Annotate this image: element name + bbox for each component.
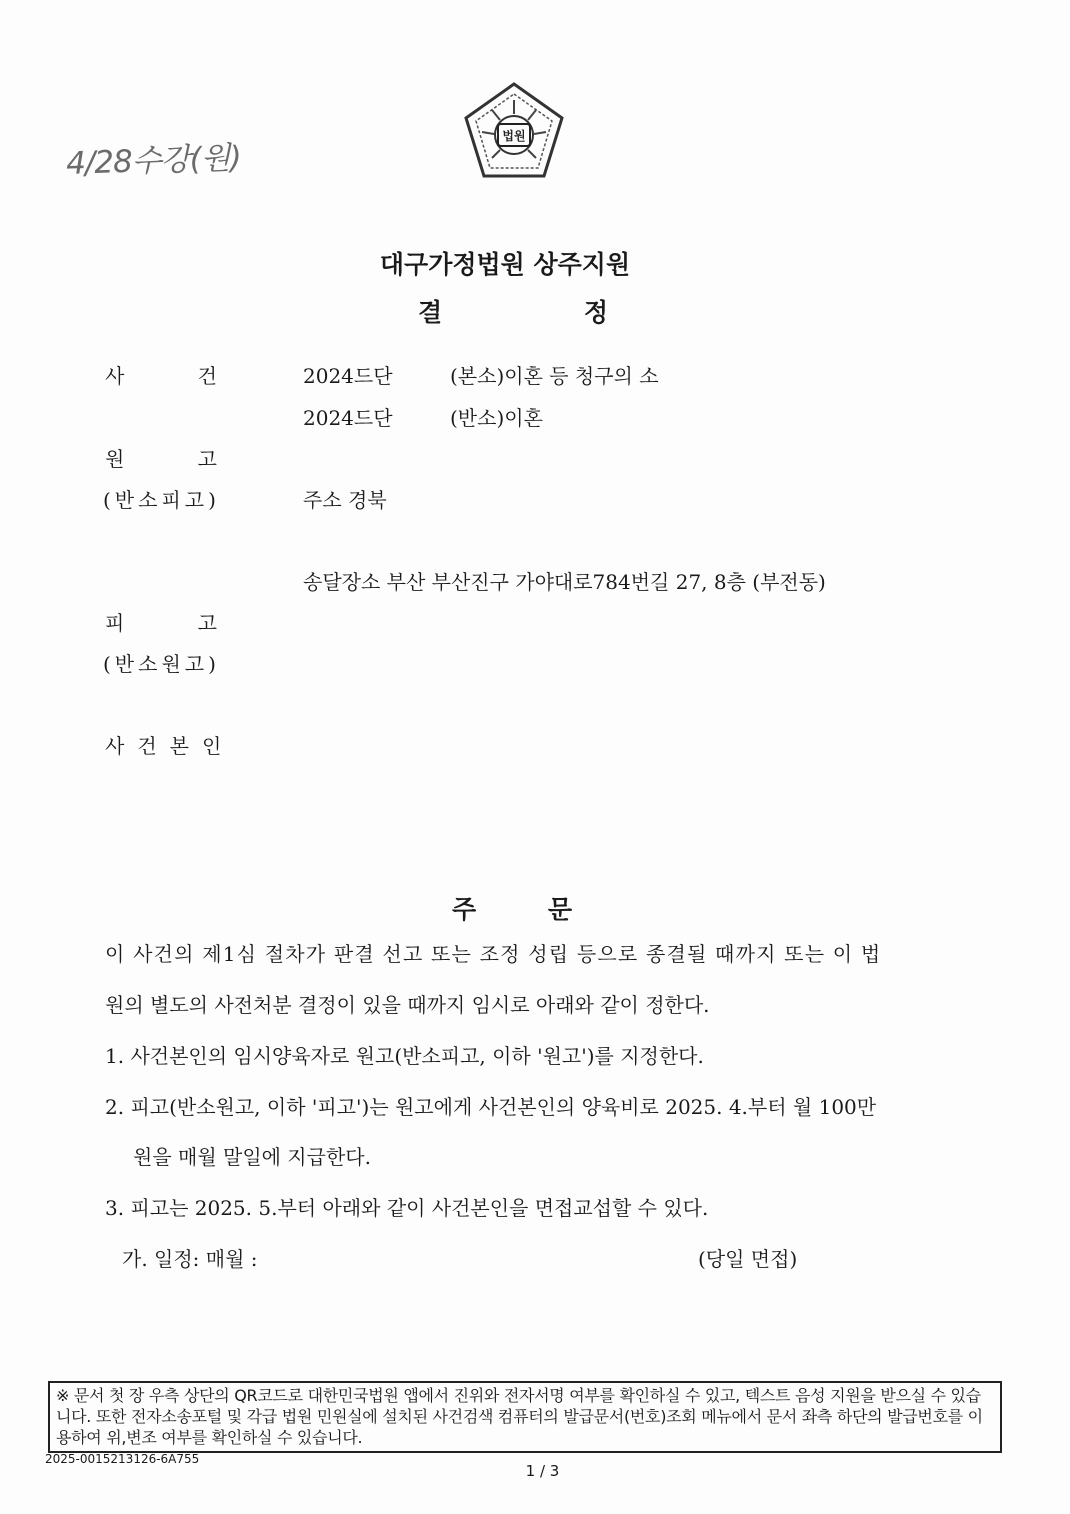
- plaintiff-label-char2: 고: [197, 447, 217, 471]
- order-item-2-line1: 2. 피고(반소원고, 이하 '피고')는 원고에게 사건본인의 양육비로 2025. 4.부터 월 100만: [105, 1095, 877, 1119]
- order-intro-line2: 원의 별도의 사전처분 결정이 있을 때까지 임시로 아래와 같이 정한다.: [105, 993, 710, 1017]
- plaintiff-label-char1: 원: [105, 447, 125, 471]
- court-name: 대구가정법원 상주지원: [379, 250, 631, 279]
- order-item-1: 1. 사건본인의 임시양육자로 원고(반소피고, 이하 '원고')를 지정한다.: [105, 1044, 704, 1068]
- handwritten-note: 4/28수강(원): [65, 139, 242, 183]
- order-intro-line1: 이 사건의 제1심 절차가 판결 선고 또는 조정 성립 등으로 종결될 때까지 또는 이 법: [105, 942, 882, 966]
- order-item-3a-note: (당일 면접): [698, 1247, 798, 1271]
- order-title-char1: 주: [452, 895, 477, 924]
- plaintiff-address: 주소 경북: [303, 488, 387, 512]
- case-name-1: (본소)이혼 등 청구의 소: [450, 364, 659, 388]
- defendant-label-char2: 고: [197, 611, 217, 635]
- order-title-char2: 문: [547, 895, 572, 924]
- document-title: [418, 293, 608, 329]
- document-title-char1: 결: [418, 298, 443, 327]
- order-item-2-line2: 원을 매월 말일에 지급한다.: [133, 1145, 371, 1169]
- order-item-3: 3. 피고는 2025. 5.부터 아래와 같이 사건본인을 면접교섭할 수 있다.: [105, 1196, 709, 1220]
- seal-text: 법원: [502, 129, 526, 143]
- case-label-char2: 건: [197, 364, 217, 388]
- document-title-char2: 정: [583, 298, 608, 327]
- order-title: [452, 890, 572, 926]
- case-label-char1: 사: [105, 364, 125, 388]
- case-name-2: (반소)이혼: [450, 406, 543, 430]
- plaintiff-label: [105, 443, 217, 472]
- case-label: [105, 360, 217, 389]
- defendant-label-char1: 피: [105, 611, 125, 635]
- defendant-label: [105, 607, 217, 636]
- case-number-1: 2024드단: [303, 364, 393, 388]
- order-item-3a-label: 가. 일정: 매월 :: [122, 1247, 258, 1271]
- plaintiff-sublabel: (반소피고): [103, 488, 220, 512]
- verification-notice: ※ 문서 첫 장 우측 상단의 QR코드로 대한민국법원 앱에서 진위와 전자서명 여부를 확인하실 수 있고, 텍스트 음성 지원을 받으실 수 있습니다. 또한 전자소송포털 및 각급 법원 민원실에 설치된 사건검색 컴퓨터의 발급문서(번호)조회 메뉴에서 문서 좌측 하단의 발급번호를 이용하여 위,변조 여부를 확인하실 수 있습니다.: [48, 1381, 1002, 1453]
- case-number-2: 2024드단: [303, 406, 393, 430]
- principal-label: 사건본인: [105, 734, 235, 758]
- issue-number: 2025-0015213126-6A755: [45, 1452, 200, 1466]
- defendant-sublabel: (반소원고): [103, 652, 220, 676]
- plaintiff-service-address: 송달장소 부산 부산진구 가야대로784번길 27, 8층 (부전동): [303, 570, 826, 594]
- court-seal-icon: [462, 80, 566, 180]
- page-number: 1 / 3: [525, 1462, 560, 1480]
